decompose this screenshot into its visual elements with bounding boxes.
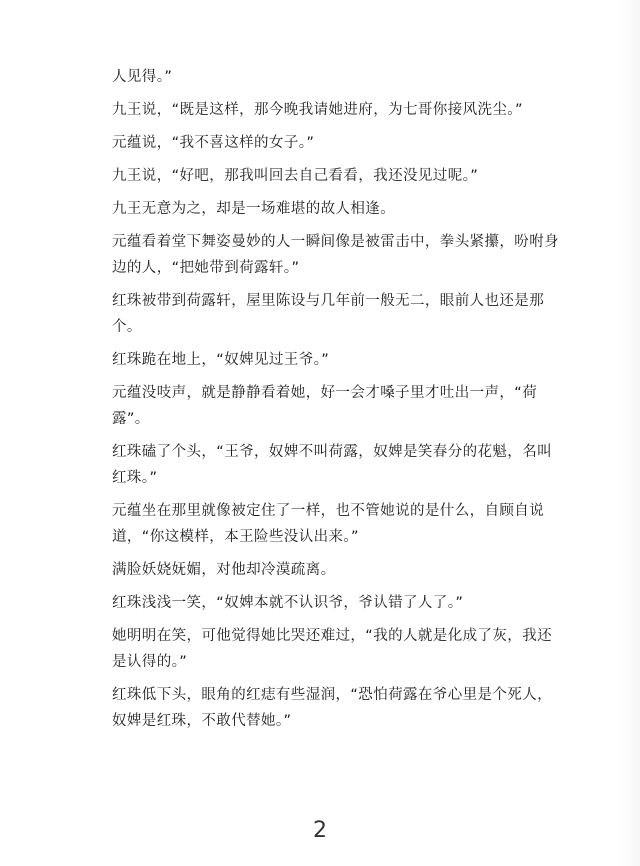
page-number: 2 (313, 818, 327, 843)
paragraph: 满脸妖娆妩媚，对他却冷漠疏离。 (112, 562, 336, 578)
paragraph: 元蕴看着堂下舞姿曼妙的人一瞬间像是被雷击中，拳头紧攥，吩咐身边的人，“把她带到荷露轩。” (112, 234, 559, 276)
page-edge-shadow (618, 0, 640, 866)
paragraph: 九王无意为之，却是一场难堪的故人相逢。 (112, 201, 396, 217)
paragraph: 红珠跪在地上，“奴婢见过王爷。” (112, 352, 330, 368)
paragraph: 红珠低下头，眼角的红痣有些湿润，“恐怕荷露在爷心里是个死人，奴婢是红珠，不敢代替她。” (112, 687, 553, 729)
paragraph: 红珠磕了个头，“王爷，奴婢不叫荷露，奴婢是笑春分的花魁，名叫红珠。” (112, 444, 553, 486)
paragraph: 元蕴没吱声，就是静静看着她，好一会才嗓子里才吐出一声，“荷露”。 (112, 385, 538, 427)
paragraph: 元蕴坐在那里就像被定住了一样，也不管她说的是什么，自顾自说道，“你这模样，本王险些没认出来。” (112, 503, 545, 545)
story-text (112, 64, 562, 741)
paragraph: 九王说，“既是这样，那今晚我请她进府，为七哥你接风洗尘。” (112, 102, 523, 118)
paragraph: 红珠被带到荷露轩，屋里陈设与几年前一般无二，眼前人也还是那个。 (112, 293, 545, 335)
paragraph: 红珠浅浅一笑，“奴婢本就不认识爷，爷认错了人了。” (112, 595, 464, 611)
paragraph: 她明明在笑，可他觉得她比哭还难过，“我的人就是化成了灰，我还是认得的。” (112, 628, 553, 670)
paragraph: 九王说，“好吧，那我叫回去自己看看，我还没见过呢。” (112, 168, 479, 184)
paragraph: 元蕴说，“我不喜这样的女子。” (112, 135, 315, 151)
paragraph: 人见得。” (112, 69, 173, 85)
